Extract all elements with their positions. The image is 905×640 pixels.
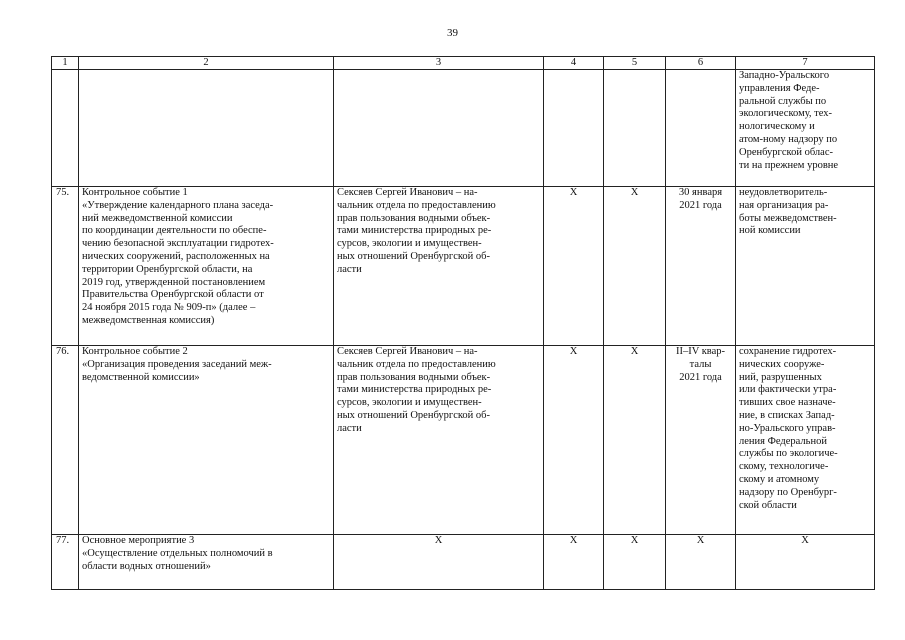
consequence-cell: X: [736, 535, 875, 590]
responsible-cell: [334, 70, 544, 187]
column-4-cell: [544, 70, 604, 187]
column-header: 5: [604, 57, 666, 70]
table-row: [52, 187, 875, 346]
column-header: 7: [736, 57, 875, 70]
column-header: 6: [666, 57, 736, 70]
term-cell: [666, 70, 736, 187]
event-cell: [79, 70, 334, 187]
consequence-cell: сохранение гидротех- нических сооруже- ний, разрушенных или фактически утра- тивших свое назначе- ние, в списках Запад- но-Уральского управ- ления Федеральной службы по экологиче- скому, технологиче- скому и атомному надзору по Оренбург- ской области: [736, 346, 875, 535]
term-cell: X: [666, 535, 736, 590]
term-cell: 30 января 2021 года: [666, 187, 736, 346]
column-5-cell: X: [604, 346, 666, 535]
responsible-cell: Сексяев Сергей Иванович – на- чальник отдела по предоставлению прав пользования водными объек- тами министерства природных ре- сурсов, экологии и имуществен- ных отношений Оренбургской об- ласти: [334, 346, 544, 535]
table-row: [52, 346, 875, 535]
document-table: [51, 56, 875, 590]
column-header: 3: [334, 57, 544, 70]
column-4-cell: X: [544, 535, 604, 590]
responsible-cell: Сексяев Сергей Иванович – на- чальник отдела по предоставлению прав пользования водными объек- тами министерства природных ре- сурсов, экологии и имуществен- ных отношений Оренбургской об- ласти: [334, 187, 544, 346]
table-row: [52, 535, 875, 590]
row-number-cell: 77.: [52, 535, 79, 590]
consequence-cell: Западно-Уральского управления Феде- ральной службы по экологическому, тех- нологическому и атом-ному надзору по Оренбургской облас- ти на прежнем уровне: [736, 70, 875, 187]
page-number: 39: [447, 27, 458, 39]
term-cell: II–IV квар- талы 2021 года: [666, 346, 736, 535]
column-5-cell: [604, 70, 666, 187]
row-number-cell: [52, 70, 79, 187]
column-header: 1: [52, 57, 79, 70]
table-row: [52, 70, 875, 187]
responsible-cell: X: [334, 535, 544, 590]
row-number-cell: 76.: [52, 346, 79, 535]
column-header: 2: [79, 57, 334, 70]
column-header: 4: [544, 57, 604, 70]
table-header-row: [52, 57, 875, 70]
column-5-cell: X: [604, 535, 666, 590]
event-cell: Контрольное событие 2 «Организация проведения заседаний меж- ведомственной комиссии»: [79, 346, 334, 535]
row-number-cell: 75.: [52, 187, 79, 346]
event-cell: Контрольное событие 1 «Утверждение календарного плана заседа- ний межведомственной комиссии по координации деятельности по обеспе- чению безопасной эксплуатации гидротех- нических сооружений, расположенных на территории Оренбургской области, на 2019 год, утвержденной постановлением Правительства Оренбургской области от 24 ноября 2015 года № 909-п» (далее – межведомственная комиссия): [79, 187, 334, 346]
column-4-cell: X: [544, 346, 604, 535]
consequence-cell: неудовлетворитель- ная организация ра- боты межведомствен- ной комиссии: [736, 187, 875, 346]
column-5-cell: X: [604, 187, 666, 346]
event-cell: Основное мероприятие 3 «Осуществление отдельных полномочий в области водных отношений»: [79, 535, 334, 590]
column-4-cell: X: [544, 187, 604, 346]
